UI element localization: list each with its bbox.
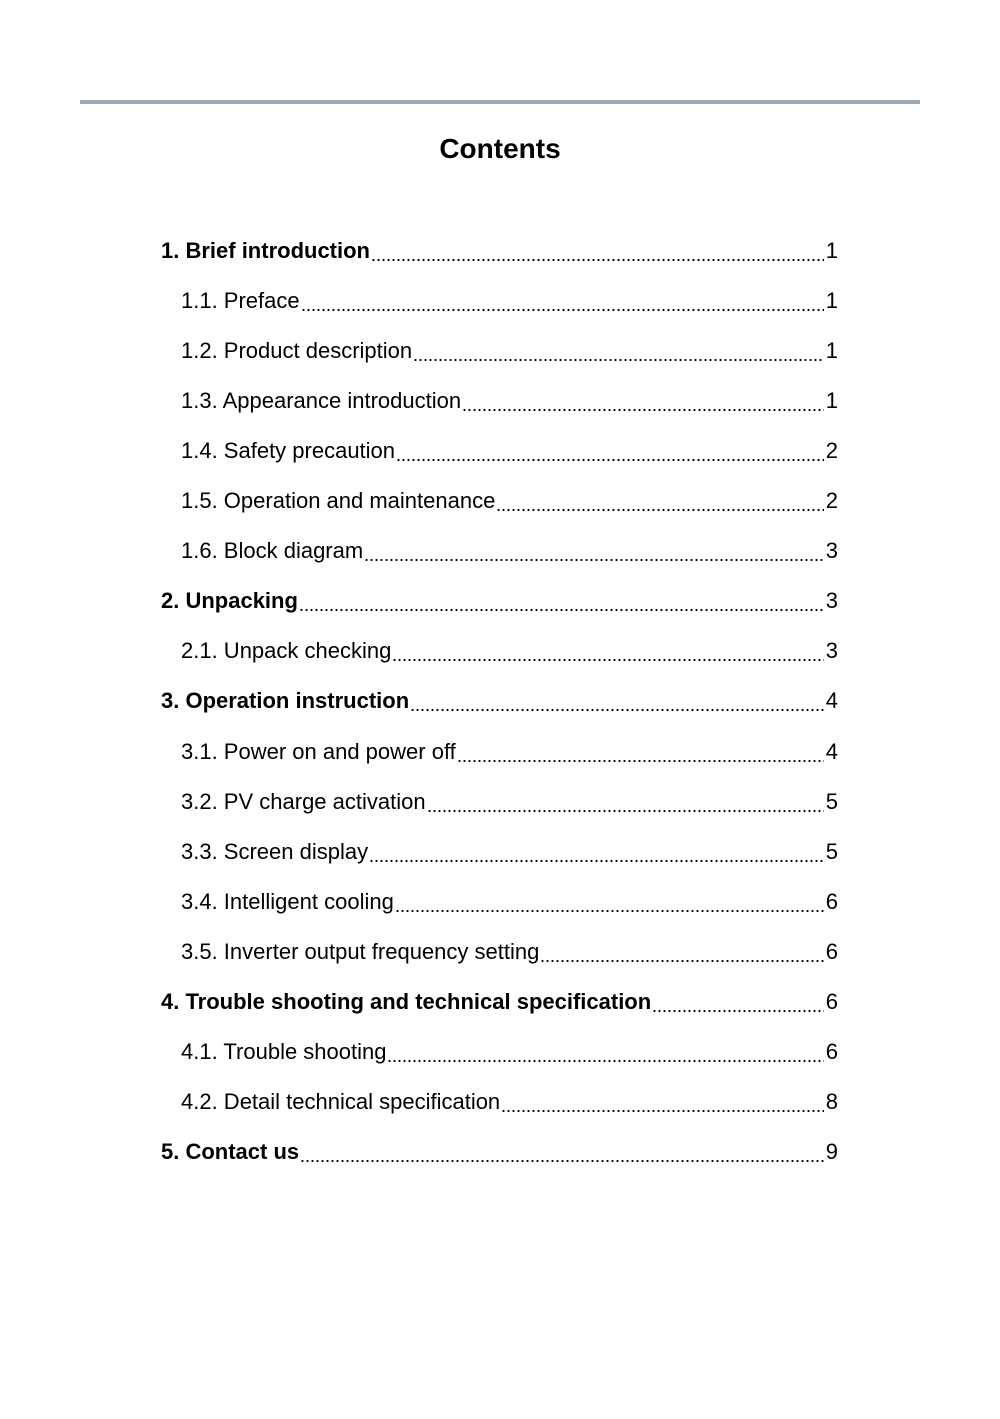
toc-entry-label: 3. Operation instruction xyxy=(161,688,410,713)
toc-dot-leader xyxy=(540,941,823,965)
toc-page-number: 3 xyxy=(825,538,838,563)
toc-page-number: 1 xyxy=(825,338,838,363)
toc-entry[interactable] xyxy=(181,486,838,516)
toc-page-number: 1 xyxy=(825,238,838,263)
toc-page-number: 6 xyxy=(825,889,838,914)
toc-page-number: 5 xyxy=(825,789,838,814)
toc-dot-leader xyxy=(457,741,824,765)
toc-entry[interactable] xyxy=(181,1087,838,1117)
toc-page-number: 4 xyxy=(825,739,838,764)
toc-dot-leader xyxy=(369,841,824,865)
toc-dot-leader xyxy=(427,791,824,815)
toc-entry-label: 1.2. Product description xyxy=(181,338,413,363)
toc-page-number: 8 xyxy=(825,1089,838,1114)
toc-dot-leader xyxy=(387,1041,823,1065)
page-title: Contents xyxy=(439,133,561,164)
toc-dot-leader xyxy=(410,690,824,714)
toc-dot-leader xyxy=(462,390,824,414)
toc-page-number: 2 xyxy=(825,438,838,463)
toc-dot-leader xyxy=(364,540,824,564)
toc-dot-leader xyxy=(395,891,824,915)
toc-dot-leader xyxy=(413,340,824,364)
toc-dot-leader xyxy=(371,240,824,264)
toc-entry[interactable] xyxy=(181,286,838,316)
toc-entry[interactable] xyxy=(181,386,838,416)
toc-dot-leader xyxy=(392,640,823,664)
toc-dot-leader xyxy=(496,490,823,514)
toc-dot-leader xyxy=(299,590,824,614)
toc-dot-leader xyxy=(300,1141,824,1165)
toc-page-number: 6 xyxy=(825,939,838,964)
toc-entry[interactable] xyxy=(161,236,838,266)
toc-entry[interactable] xyxy=(181,536,838,566)
toc-entry-label: 1.5. Operation and maintenance xyxy=(181,488,496,513)
toc-entry-label: 1.3. Appearance introduction xyxy=(181,388,462,413)
toc-entry-label: 1.4. Safety precaution xyxy=(181,438,396,463)
toc-entry[interactable] xyxy=(181,737,838,767)
toc-entry-label: 5. Contact us xyxy=(161,1139,300,1164)
toc-page-number: 9 xyxy=(825,1139,838,1164)
toc-entry-label: 3.1. Power on and power off xyxy=(181,739,456,764)
toc-entry-label: 1. Brief introduction xyxy=(161,238,370,263)
toc-page-number: 4 xyxy=(825,688,838,713)
toc-dot-leader xyxy=(501,1091,824,1115)
toc-entry-label: 3.4. Intelligent cooling xyxy=(181,889,394,914)
toc-page-number: 2 xyxy=(825,488,838,513)
toc-entry-label: 4.1. Trouble shooting xyxy=(181,1039,387,1064)
toc-page-number: 6 xyxy=(825,1039,838,1064)
toc-entry[interactable] xyxy=(161,987,838,1017)
toc-entry[interactable] xyxy=(181,1037,838,1067)
toc-entry-label: 4.2. Detail technical specification xyxy=(181,1089,501,1114)
toc-page-number: 3 xyxy=(825,588,838,613)
toc-entry-label: 3.5. Inverter output frequency setting xyxy=(181,939,540,964)
toc-entry-label: 1.6. Block diagram xyxy=(181,538,364,563)
toc-page-number: 1 xyxy=(825,288,838,313)
toc-page-number: 1 xyxy=(825,388,838,413)
toc-entry[interactable] xyxy=(181,937,838,967)
toc-entry-label: 3.3. Screen display xyxy=(181,839,369,864)
toc-page-number: 6 xyxy=(825,989,838,1014)
toc-entry[interactable] xyxy=(181,436,838,466)
toc-entry-label: 4. Trouble shooting and technical specification xyxy=(161,989,652,1014)
toc-dot-leader xyxy=(301,290,824,314)
toc-entry-label: 2. Unpacking xyxy=(161,588,298,613)
toc-entry[interactable] xyxy=(181,887,838,917)
toc-entry[interactable] xyxy=(181,837,838,867)
toc-entry[interactable] xyxy=(161,1137,838,1167)
toc-page-number: 5 xyxy=(825,839,838,864)
toc-entry[interactable] xyxy=(161,686,838,716)
toc-entry[interactable] xyxy=(181,636,838,666)
toc-entry-label: 2.1. Unpack checking xyxy=(181,638,392,663)
toc-entry[interactable] xyxy=(181,336,838,366)
toc-entry-label: 3.2. PV charge activation xyxy=(181,789,426,814)
toc-dot-leader xyxy=(652,991,824,1015)
toc-entry-label: 1.1. Preface xyxy=(181,288,300,313)
toc-entry[interactable] xyxy=(181,787,838,817)
toc-dot-leader xyxy=(396,440,824,464)
toc-page-number: 3 xyxy=(825,638,838,663)
toc-entry[interactable] xyxy=(161,586,838,616)
